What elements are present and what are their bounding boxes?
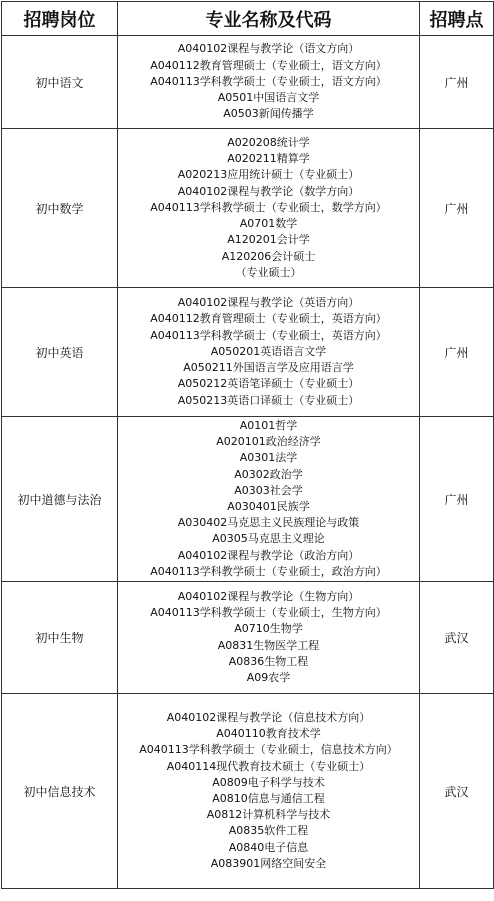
position-cell: 初中生物 bbox=[2, 582, 118, 694]
major-item: A0305马克思主义理论 bbox=[212, 532, 325, 546]
major-item: A040110教育技术学 bbox=[216, 727, 321, 741]
majors-cell bbox=[118, 129, 420, 288]
majors-cell bbox=[118, 288, 420, 417]
major-item: A050201英语语言文学 bbox=[210, 344, 327, 358]
header-row bbox=[2, 2, 494, 36]
location-cell: 广州 bbox=[420, 36, 494, 129]
major-item: （专业硕士） bbox=[235, 265, 302, 279]
major-item: A0809电子科学与技术 bbox=[212, 775, 325, 789]
recruitment-table bbox=[1, 1, 494, 889]
position-cell: 初中道德与法治 bbox=[2, 417, 118, 582]
major-item: A120206会计硕士 bbox=[221, 249, 316, 263]
major-item: A040113学科教学硕士（专业硕士，信息技术方向） bbox=[139, 743, 398, 757]
majors-cell bbox=[118, 36, 420, 129]
table-row bbox=[2, 288, 494, 417]
major-item: A040102课程与教学论（数学方向） bbox=[177, 184, 360, 198]
majors-cell bbox=[118, 582, 420, 694]
position-cell: 初中语文 bbox=[2, 36, 118, 129]
table-row bbox=[2, 694, 494, 889]
major-item: A020213应用统计硕士（专业硕士） bbox=[177, 168, 360, 182]
major-item: A0701数学 bbox=[239, 217, 298, 231]
major-item: A040113学科教学硕士（专业硕士，英语方向） bbox=[150, 328, 387, 342]
major-item: A0303社会学 bbox=[234, 483, 303, 497]
majors-cell bbox=[118, 694, 420, 889]
major-item: A030401民族学 bbox=[227, 500, 310, 513]
location-cell: 广州 bbox=[420, 288, 494, 417]
location-cell: 武汉 bbox=[420, 694, 494, 889]
major-item: A020208统计学 bbox=[227, 136, 310, 150]
major-item: A040113学科教学硕士（专业硕士，生物方向） bbox=[150, 606, 387, 620]
major-item: A040102课程与教学论（生物方向） bbox=[177, 589, 360, 603]
major-item: A0840电子信息 bbox=[228, 840, 309, 854]
major-item: A0812计算机科学与技术 bbox=[206, 808, 331, 822]
major-item: A0710生物学 bbox=[234, 622, 303, 636]
major-item: A0810信息与通信工程 bbox=[212, 792, 325, 805]
major-item: A040102课程与教学论（语文方向） bbox=[177, 42, 360, 56]
header-position: 招聘岗位 bbox=[2, 2, 118, 36]
major-item: A040102课程与教学论（英语方向） bbox=[177, 296, 360, 310]
table-row bbox=[2, 417, 494, 582]
major-item: A040112教育管理硕士（专业硕士，英语方向） bbox=[150, 312, 387, 326]
major-item: A040112教育管理硕士（专业硕士，语文方向） bbox=[150, 58, 387, 72]
header-location: 招聘点 bbox=[420, 2, 494, 36]
major-item: A050211外国语言学及应用语言学 bbox=[183, 361, 354, 375]
major-item: A020101政治经济学 bbox=[216, 435, 321, 449]
major-item: A0301法学 bbox=[239, 451, 298, 465]
major-item: A040114现代教育技术硕士（专业硕士） bbox=[166, 759, 371, 773]
major-item: A083901网络空间安全 bbox=[210, 856, 327, 870]
location-cell: 武汉 bbox=[420, 582, 494, 694]
major-item: A0503新闻传播学 bbox=[223, 107, 314, 121]
major-item: A040113学科教学硕士（专业硕士，政治方向） bbox=[150, 564, 387, 578]
major-item: A020211精算学 bbox=[227, 152, 310, 166]
majors-cell bbox=[118, 417, 420, 582]
header-major: 专业名称及代码 bbox=[118, 2, 420, 36]
major-item: A040113学科教学硕士（专业硕士，数学方向） bbox=[150, 200, 387, 214]
table-row bbox=[2, 582, 494, 694]
location-cell: 广州 bbox=[420, 129, 494, 288]
major-item: A0302政治学 bbox=[234, 467, 303, 481]
location-cell: 广州 bbox=[420, 417, 494, 582]
major-item: A0836生物工程 bbox=[228, 654, 309, 668]
position-cell: 初中英语 bbox=[2, 288, 118, 417]
major-item: A040102课程与教学论（信息技术方向） bbox=[166, 710, 371, 724]
major-item: A040113学科教学硕士（专业硕士，语文方向） bbox=[150, 74, 387, 88]
major-item: A09农学 bbox=[246, 670, 291, 684]
position-cell: 初中信息技术 bbox=[2, 694, 118, 889]
table-row bbox=[2, 129, 494, 288]
major-item: A0501中国语言文学 bbox=[217, 91, 320, 105]
major-item: A050212英语笔译硕士（专业硕士） bbox=[177, 377, 360, 391]
table-row bbox=[2, 36, 494, 129]
major-item: A0831生物医学工程 bbox=[217, 638, 320, 652]
major-item: A040102课程与教学论（政治方向） bbox=[177, 548, 360, 562]
major-item: A050213英语口译硕士（专业硕士） bbox=[177, 393, 360, 407]
major-item: A0835软件工程 bbox=[228, 824, 309, 838]
position-cell: 初中数学 bbox=[2, 129, 118, 288]
major-item: A030402马克思主义民族理论与政策 bbox=[177, 516, 360, 530]
major-item: A120201会计学 bbox=[227, 233, 310, 247]
major-item: A0101哲学 bbox=[239, 418, 298, 432]
